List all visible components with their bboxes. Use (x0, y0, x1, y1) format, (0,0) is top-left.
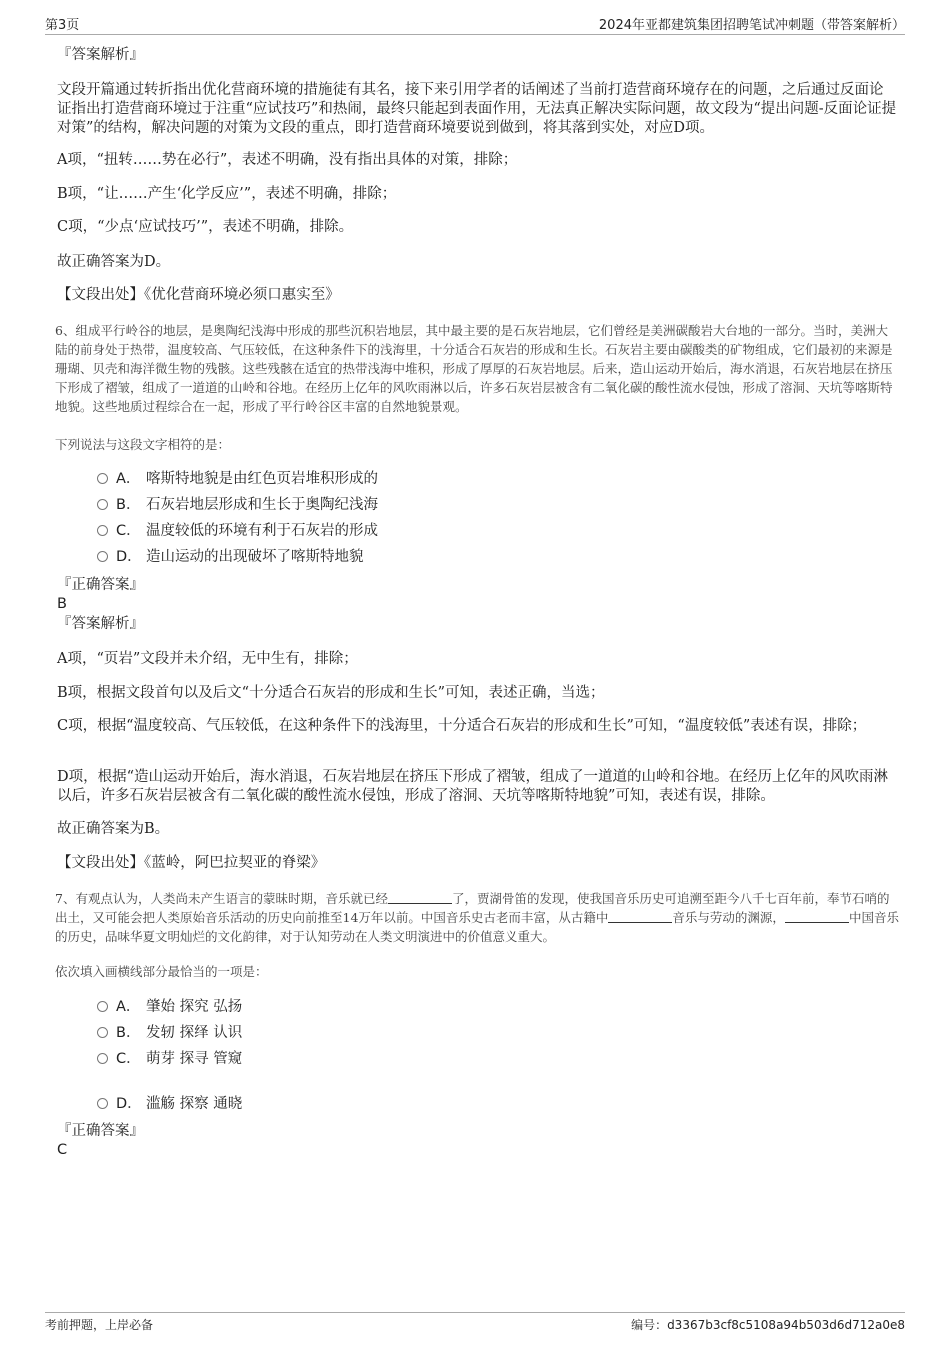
answer-value: B (57, 596, 67, 612)
question-6-prompt: 下列说法与这段文字相符的是： (55, 437, 231, 452)
conclusion: 故正确答案为B。 (57, 821, 170, 837)
radio-icon[interactable] (97, 1001, 108, 1012)
fill-blank-1 (388, 891, 452, 904)
radio-icon[interactable] (97, 525, 108, 536)
fill-blank-3 (785, 910, 849, 923)
radio-icon[interactable] (97, 1027, 108, 1038)
question-6-stem: 6、组成平行岭谷的地层，是奥陶纪浅海中形成的那些沉积岩地层，其中最主要的是石灰岩地层，它们曾经是美洲碳酸岩大台地的一部分。当时，美洲大陆的前身处于热带，温度较高、气压较低，在这种条件下的浅海里，十分适合石灰岩的形成和生长。石灰岩主要由碳酸类的矿物组成，它们最初的来源是珊瑚、贝壳和海洋微生物的残骸。这些残骸在适宜的热带浅海中堆积，形成了厚厚的石灰岩地层。后来，造山运动开始后，海水消退，石灰岩地层在挤压下形成了褶皱，组成了一道道的山岭和谷地。在经历上亿年的风吹雨淋以后，许多石灰岩层被含有二氧化碳的酸性流水侵蚀，形成了溶洞、天坑等喀斯特地貌。这些地质过程综合在一起，形成了平行岭谷区丰富的自然地貌景观。 (55, 323, 893, 414)
q7-option-c[interactable]: C． 萌芽 探寻 管窥 (97, 1050, 242, 1069)
q6-option-b[interactable]: B． 石灰岩地层形成和生长于奥陶纪浅海 (97, 496, 378, 515)
answer-label: 『正确答案』 (57, 1123, 144, 1139)
document-title: 2024年亚都建筑集团招聘笔试冲刺题（带答案解析） (598, 18, 905, 33)
q6-option-a[interactable]: A． 喀斯特地貌是由红色页岩堆积形成的 (97, 470, 378, 489)
analysis-option-b: B项，根据文段首句以及后文“十分适合石灰岩的形成和生长”可知，表述正确，当选； (57, 685, 605, 701)
radio-icon[interactable] (97, 473, 108, 484)
conclusion: 故正确答案为D。 (57, 254, 171, 270)
analysis-option-a: A项，“扭转……势在必行”，表述不明确，没有指出具体的对策，排除； (57, 152, 518, 168)
radio-icon[interactable] (97, 1098, 108, 1109)
source: 【文段出处】《蓝岭，阿巴拉契亚的脊梁》 (57, 855, 326, 871)
analysis-option-b: B项，“让……产生‘化学反应’”，表述不明确，排除； (57, 186, 397, 202)
analysis-option-d: D项，根据“造山运动开始后，海水消退，石灰岩地层在挤压下形成了褶皱，组成了一道道的山岭和谷地。在经历上亿年的风吹雨淋以后，许多石灰岩层被含有二氧化碳的酸性流水侵蚀，形成了溶洞、天坑等喀斯特地貌”可知，表述有误，排除。 (57, 769, 889, 804)
question-7-prompt: 依次填入画横线部分最恰当的一项是： (55, 964, 268, 979)
analysis-label: 『答案解析』 (57, 616, 144, 632)
q7-option-b[interactable]: B． 发轫 探绎 认识 (97, 1024, 242, 1043)
question-7-stem: 7、有观点认为，人类尚未产生语言的蒙昧时期，音乐就已经 了，贾湖骨笛的发现，使我国音乐历史可追溯至距今八千七百年前，奉节石哨的出土，又可能会把人类原始音乐活动的历史向前推至14万年以前。中国音乐史古老而丰富，从古籍中 音乐与劳动的渊源， 中国音乐的历史，品味华夏文明灿烂的文化韵律，对于认知劳动在人类文明演进中的价值意义重大。 (55, 891, 899, 944)
radio-icon[interactable] (97, 1053, 108, 1064)
page-footer (45, 1312, 905, 1336)
radio-icon[interactable] (97, 551, 108, 562)
analysis-option-a: A项，“页岩”文段并未介绍，无中生有，排除； (57, 651, 358, 667)
analysis-option-c: C项，根据“温度较高、气压较低，在这种条件下的浅海里，十分适合石灰岩的形成和生长”可知，“温度较低”表述有误，排除； (57, 718, 867, 734)
document-id: 编号：d3367b3cf8c5108a94b503d6d712a0e8 (631, 1318, 905, 1332)
analysis-option-c: C项，“少点‘应试技巧’”，表述不明确，排除。 (57, 219, 354, 235)
q6-option-d[interactable]: D． 造山运动的出现破坏了喀斯特地貌 (97, 548, 364, 567)
analysis-label: 『答案解析』 (57, 47, 144, 63)
q7-option-d[interactable]: D． 滥觞 探察 通晓 (97, 1095, 242, 1114)
answer-label: 『正确答案』 (57, 577, 144, 593)
fill-blank-2 (608, 910, 672, 923)
q6-option-c[interactable]: C． 温度较低的环境有利于石灰岩的形成 (97, 522, 378, 541)
page-header (45, 14, 905, 35)
radio-icon[interactable] (97, 499, 108, 510)
page-number: 第3页 (45, 18, 80, 33)
source: 【文段出处】《优化营商环境必须口惠实至》 (57, 287, 340, 303)
footer-slogan: 考前押题，上岸必备 (45, 1318, 154, 1332)
answer-value: C (57, 1142, 68, 1158)
analysis-paragraph: 文段开篇通过转折指出优化营商环境的措施徒有其名，接下来引用学者的话阐述了当前打造营商环境存在的问题，之后通过反面论证指出打造营商环境过于注重“应试技巧”和热闹，最终只能起到表面作用，无法真正解决实际问题，故文段为“提出问题-反面论证提对策”的结构，解决问题的对策为文段的重点，即打造营商环境要说到做到，将其落到实处，对应D项。 (57, 82, 897, 136)
q7-option-a[interactable]: A． 肇始 探究 弘扬 (97, 998, 242, 1017)
